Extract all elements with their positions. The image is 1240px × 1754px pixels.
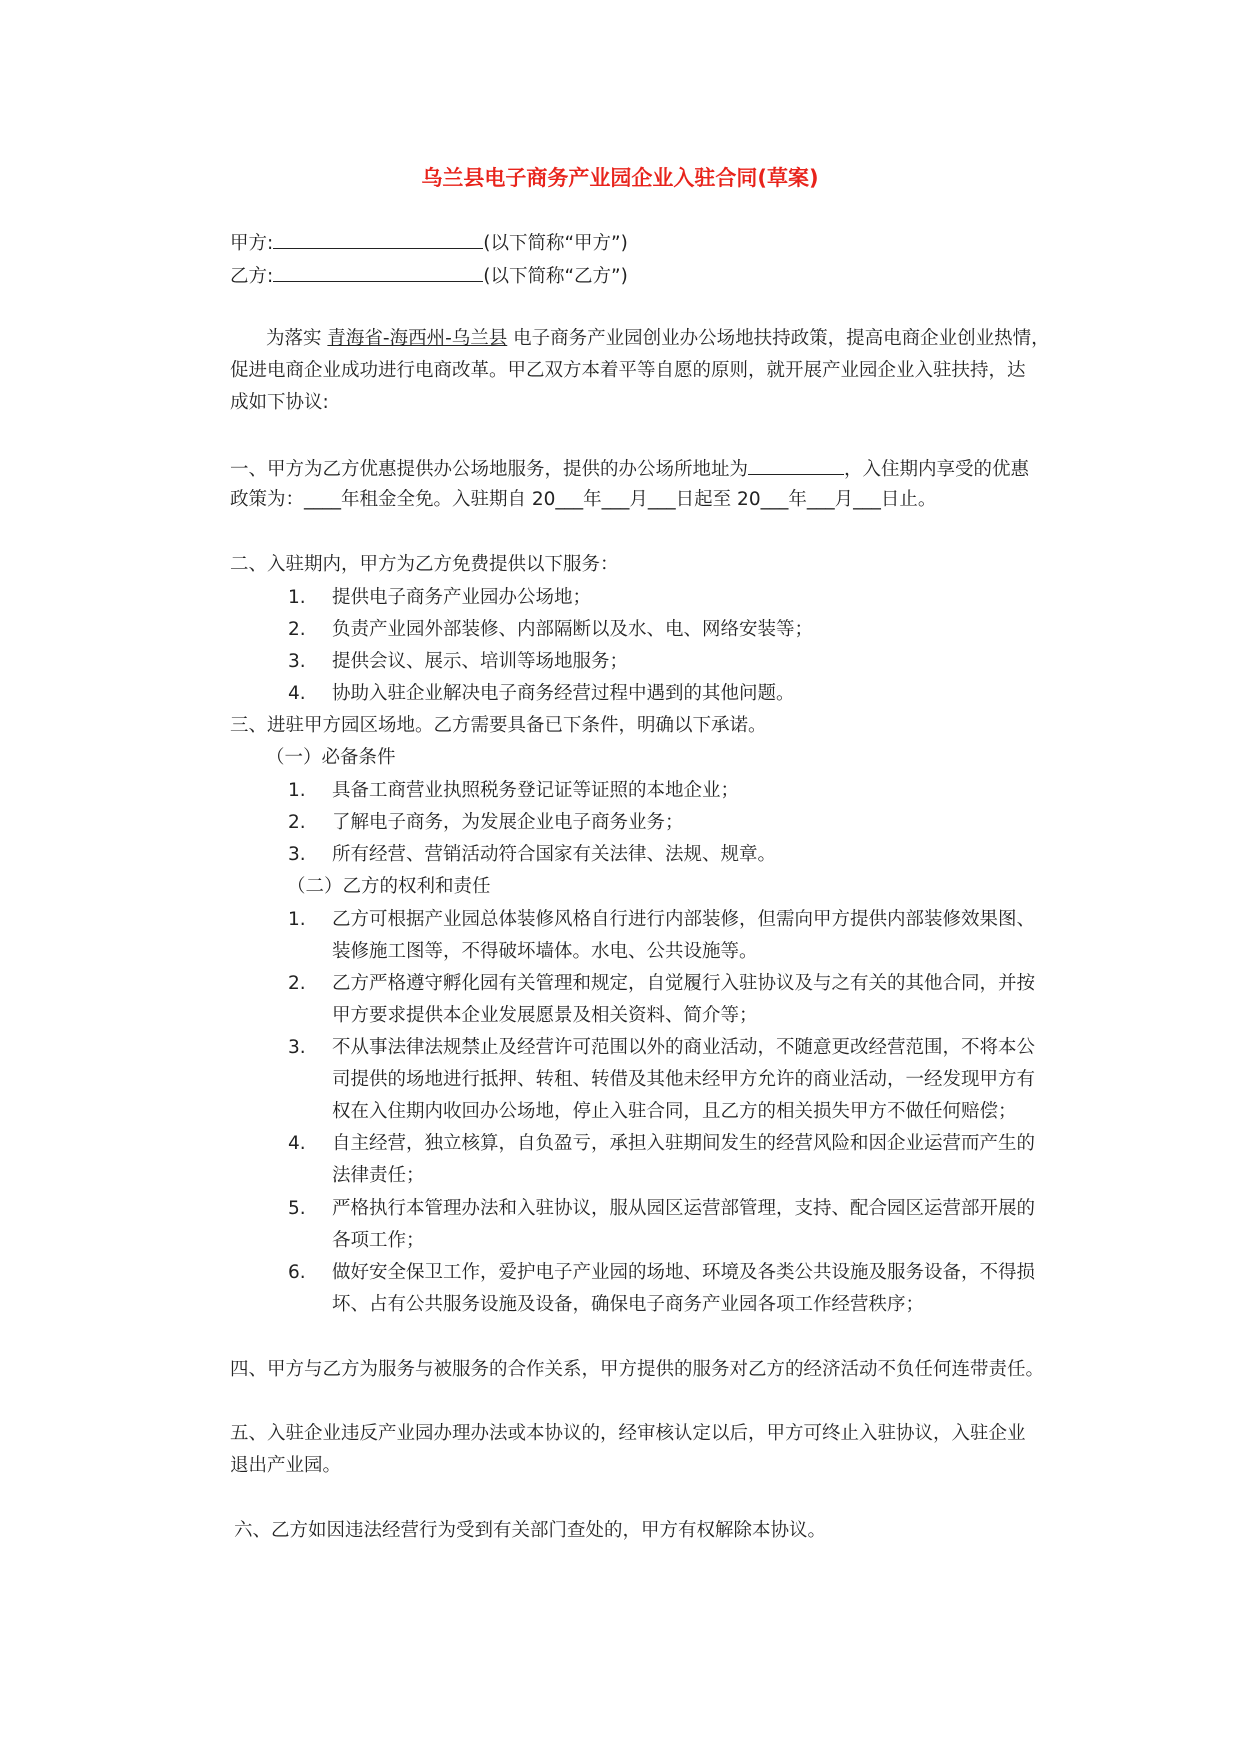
list-item-line: 自主经营，独立核算，自负盈亏，承担入驻期间发生的经营风险和因企业运营而产生的 [332,1133,1036,1154]
party-a-line [230,228,628,258]
list-item-line: 权在入住期内收回办公场地，停止入驻合同，且乙方的相关损失甲方不做任何赔偿； [332,1101,1017,1122]
intro-line-3: 成如下协议: [230,392,329,413]
list-number: 3. [288,844,306,865]
list-number: 2. [288,973,306,994]
list-item: 了解电子商务，为发展企业电子商务业务； [332,812,684,833]
list-item-line: 不从事法律法规禁止及经营许可范围以外的商业活动，不随意更改经营范围，不将本公 [332,1037,1036,1058]
section-6: 六、乙方如因违法经营行为受到有关部门查处的，甲方有权解除本协议。 [234,1520,827,1541]
list-number: 1. [288,587,306,608]
list-number: 6. [288,1262,306,1283]
list-item-line: 做好安全保卫工作，爱护电子产业园的场地、环境及各类公共设施及服务设备，不得损 [332,1262,1036,1283]
list-item-line: 乙方可根据产业园总体装修风格自行进行内部装修，但需向甲方提供内部装修效果图、 [332,909,1036,930]
list-item-line: 严格执行本管理办法和入驻协议，服从园区运营部管理，支持、配合园区运营部开展的 [332,1198,1036,1219]
list-item-line: 坏、占有公共服务设施及设备，确保电子商务产业园各项工作经营秩序； [332,1294,925,1315]
section-3-heading: 三、进驻甲方园区场地。乙方需要具备已下条件，明确以下承诺。 [230,715,767,736]
document-title: 乌兰县电子商务产业园企业入驻合同(草案) [421,166,819,190]
section-4: 四、甲方与乙方为服务与被服务的合作关系，甲方提供的服务对乙方的经济活动不负任何连带责任。 [230,1359,1045,1380]
party-a-label: 甲方: [230,233,274,254]
party-b-label: 乙方: [230,266,274,287]
list-item-line: 司提供的场地进行抵押、转租、转借及其他未经甲方允许的商业活动，一经发现甲方有 [332,1069,1036,1090]
list-item: 具备工商营业执照税务登记证等证照的本地企业； [332,780,740,801]
intro-line-2: 促进电商企业成功进行电商改革。甲乙双方本着平等自愿的原则，就开展产业园企业入驻扶持，达 [230,360,1026,381]
party-a-blank [273,228,483,249]
section-1-pre: 一、甲方为乙方优惠提供办公场地服务，提供的办公场所地址为 [230,459,749,480]
list-number: 5. [288,1198,306,1219]
intro-post: 电子商务产业园创业办公场地扶持政策，提高电商企业创业热情， [513,328,1050,349]
list-number: 4. [288,1133,306,1154]
list-item-line: 装修施工图等，不得破坏墙体。水电、公共设施等。 [332,941,758,962]
list-item-line: 各项工作； [332,1230,425,1251]
section-1-line-1 [230,454,1029,484]
list-item: 提供会议、展示、培训等场地服务； [332,651,629,672]
list-item: 提供电子商务产业园办公场地； [332,587,592,608]
list-number: 4. [288,683,306,704]
party-b-blank [273,261,483,282]
list-number: 1. [288,909,306,930]
subsection-rights-duties: （二）乙方的权利和责任 [287,876,491,897]
party-a-suffix: (以下简称“甲方”) [483,233,628,254]
party-b-line [230,261,628,291]
section-1-line-2: 政策为：____年租金全免。入驻期自 20___年___月___日起至 20___年___月___日止。 [230,489,937,510]
section-1-post: ，入住期内享受的优惠 [844,459,1030,480]
list-number: 3. [288,651,306,672]
list-number: 2. [288,812,306,833]
address-blank [748,454,844,475]
list-item-line: 乙方严格遵守孵化园有关管理和规定，自觉履行入驻协议及与之有关的其他合同，并按 [332,973,1036,994]
section-5-line-2: 退出产业园。 [230,1455,342,1476]
list-item-line: 甲方要求提供本企业发展愿景及相关资料、简介等； [332,1005,758,1026]
list-number: 3. [288,1037,306,1058]
intro-place: 青海省-海西州-乌兰县 [327,328,508,349]
section-2-heading: 二、入驻期内，甲方为乙方免费提供以下服务： [230,554,619,575]
list-item-line: 法律责任； [332,1165,425,1186]
intro-pre: 为落实 [266,328,322,349]
intro-line-1 [266,325,1050,353]
list-number: 2. [288,619,306,640]
list-item: 协助入驻企业解决电子商务经营过程中遇到的其他问题。 [332,683,795,704]
section-5-line-1: 五、入驻企业违反产业园办理办法或本协议的，经审核认定以后，甲方可终止入驻协议，入驻企业 [230,1423,1026,1444]
list-item: 所有经营、营销活动符合国家有关法律、法规、规章。 [332,844,777,865]
subsection-required-conditions: （一）必备条件 [266,747,396,768]
list-item: 负责产业园外部装修、内部隔断以及水、电、网络安装等； [332,619,814,640]
party-b-suffix: (以下简称“乙方”) [483,266,628,287]
list-number: 1. [288,780,306,801]
